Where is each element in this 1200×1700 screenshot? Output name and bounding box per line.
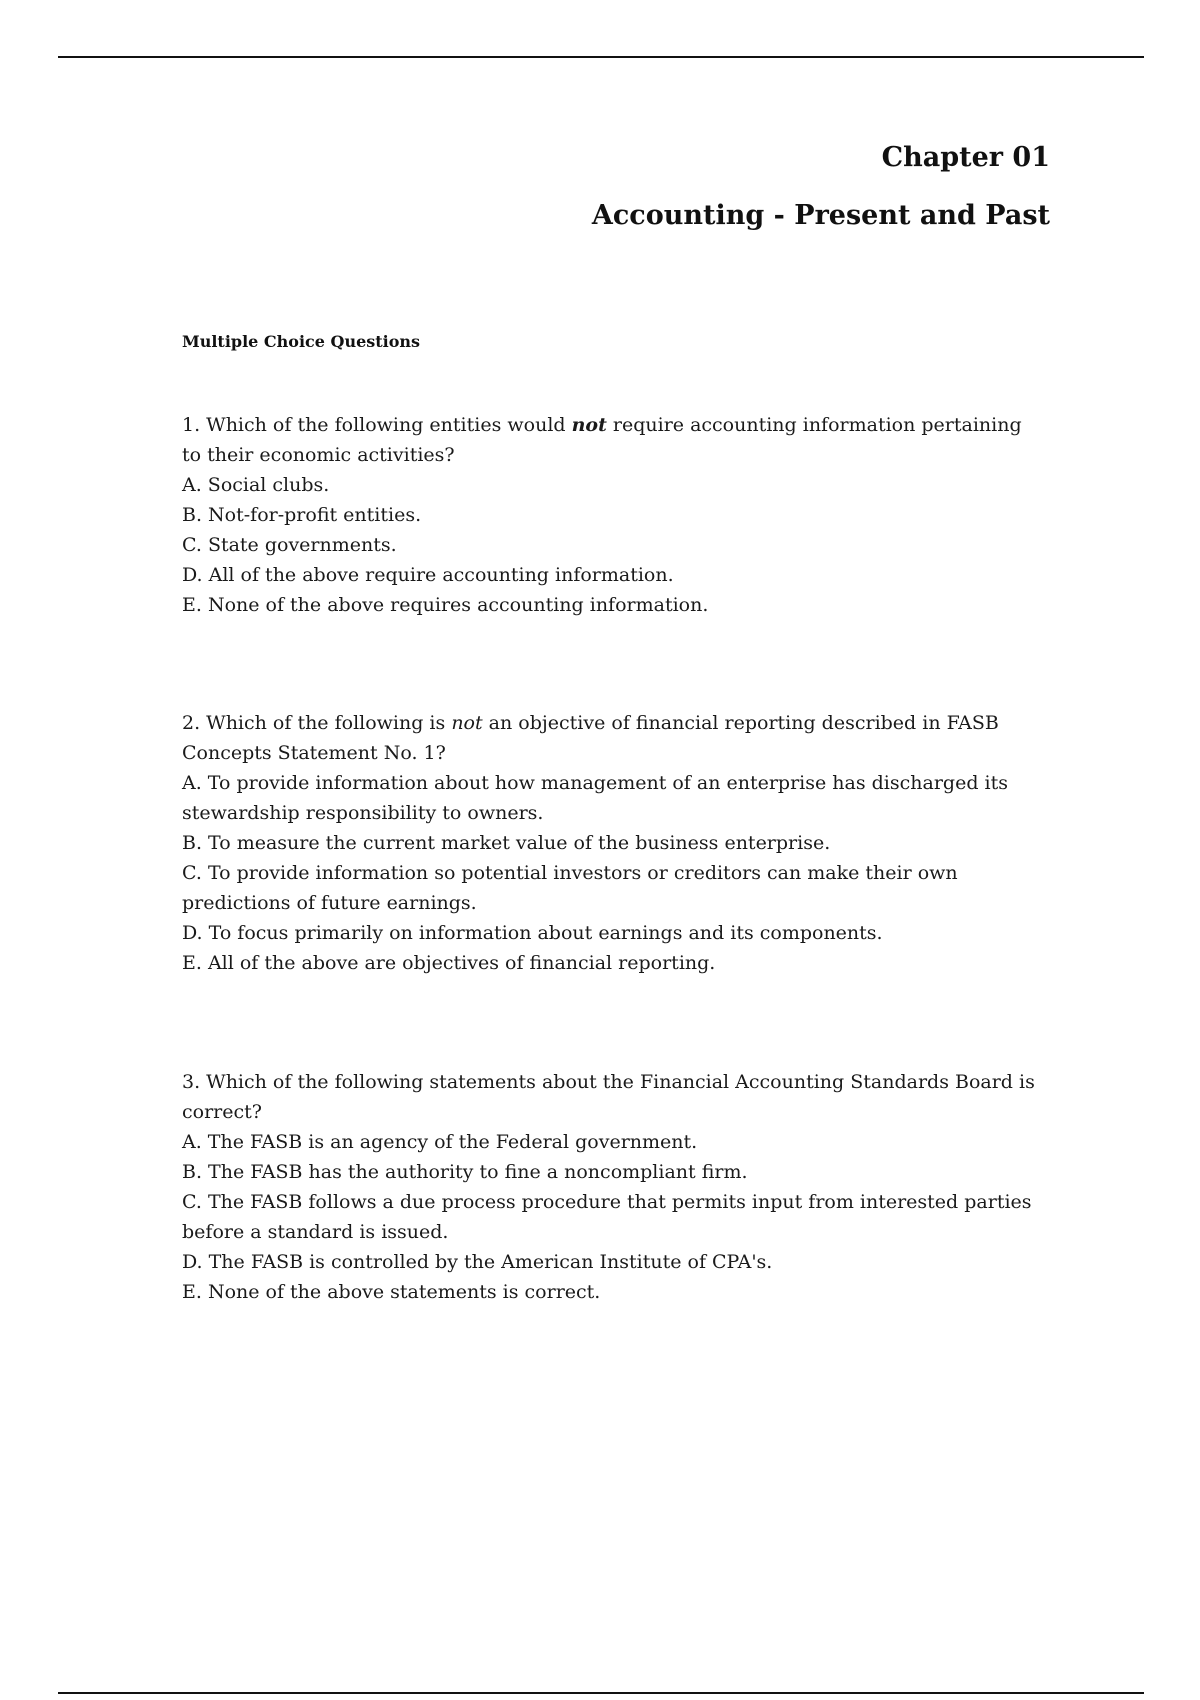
stem-text: require accounting information pertaining to their economic activities? [182, 414, 1022, 466]
answer-option: B. The FASB has the authority to fine a noncompliant firm. [182, 1161, 748, 1183]
answer-option: C. To provide information so potential investors or creditors can make their own predictions of future earnings. [182, 862, 958, 914]
stem-emphasis: not [451, 712, 483, 734]
answer-option: E. None of the above statements is correct. [182, 1281, 601, 1303]
answer-option: D. The FASB is controlled by the American Institute of CPA's. [182, 1251, 773, 1273]
question-3 [182, 1067, 1042, 1307]
question-stem [182, 708, 1042, 768]
chapter-title: Accounting - Present and Past [591, 200, 1050, 231]
answer-option: A. To provide information about how management of an enterprise has discharged its stewardship responsibility to owners. [182, 772, 1008, 824]
section-title: Multiple Choice Questions [182, 332, 421, 351]
answer-option: B. To measure the current market value of the business enterprise. [182, 832, 831, 854]
question-stem [182, 410, 1042, 470]
answer-option: B. Not-for-profit entities. [182, 504, 422, 526]
question-1 [182, 410, 1042, 620]
answer-option: D. All of the above require accounting information. [182, 564, 674, 586]
answer-option: E. All of the above are objectives of financial reporting. [182, 952, 716, 974]
stem-text: an objective of financial reporting described in FASB Concepts Statement No. 1? [182, 712, 999, 764]
answer-option: D. To focus primarily on information about earnings and its components. [182, 922, 883, 944]
stem-text: 1. Which of the following entities would [182, 414, 572, 436]
question-stem: 3. Which of the following statements about the Financial Accounting Standards Board is correct? [182, 1071, 1035, 1123]
top-rule [58, 56, 1144, 58]
question-2 [182, 708, 1042, 978]
stem-emphasis: not [571, 414, 607, 436]
answer-option: C. State governments. [182, 534, 397, 556]
bottom-rule [58, 1692, 1144, 1694]
answer-option: E. None of the above requires accounting information. [182, 594, 709, 616]
chapter-number: Chapter 01 [881, 142, 1050, 173]
answer-option: C. The FASB follows a due process procedure that permits input from interested parties before a standard is issued. [182, 1191, 1032, 1243]
answer-option: A. Social clubs. [182, 474, 330, 496]
answer-option: A. The FASB is an agency of the Federal government. [182, 1131, 698, 1153]
stem-text: 2. Which of the following is [182, 712, 452, 734]
